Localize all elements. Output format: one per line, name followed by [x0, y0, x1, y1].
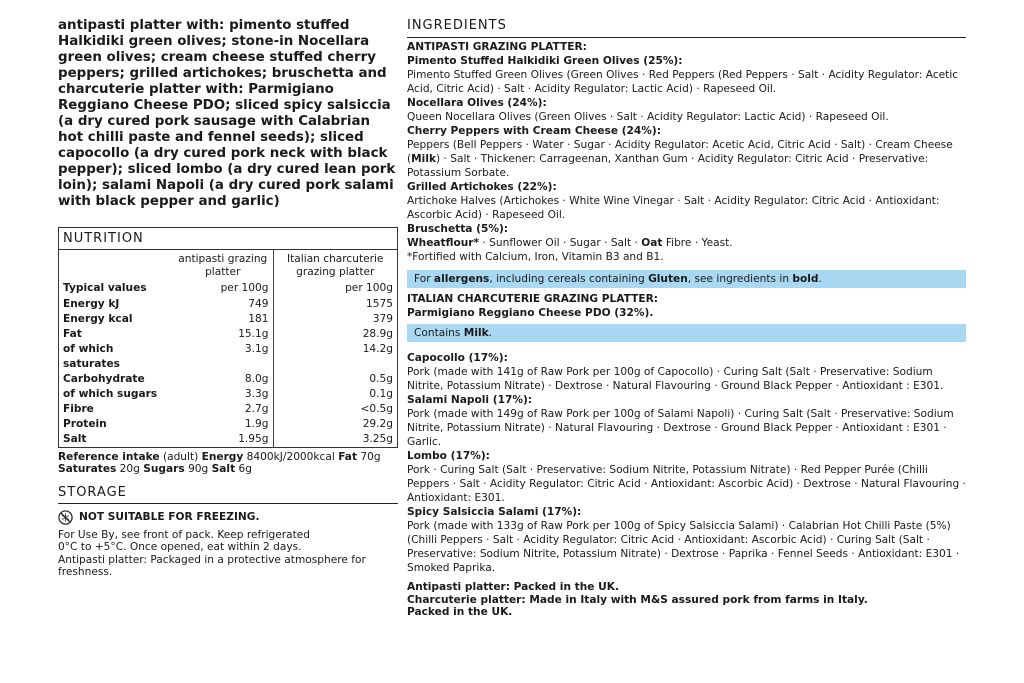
band-bold: bold [792, 273, 819, 285]
row-value-antipasti: 15.1g [173, 327, 273, 342]
table-row [59, 402, 397, 417]
row-value-antipasti: 3.1g [173, 342, 273, 372]
artichokes-heading: Grilled Artichokes (22%): [407, 181, 557, 193]
salami-heading: Salami Napoli (17%): [407, 394, 533, 406]
ri-fat-label: Fat [338, 450, 358, 463]
row-value-charcuterie: 379 [372, 312, 393, 325]
peppers-text-2: ) · Salt · Thickener: Carrageenan, Xanthan Gum · Acidity Regulator: Citric Acid · Preservative: Potassium Sorbate. [407, 153, 929, 179]
artichokes-text: Artichoke Halves (Artichokes · White Wine Vinegar · Salt · Acidity Regulator: Citric Acid · Antioxidant: Ascorbic Acid) · Rapeseed Oil. [407, 195, 940, 221]
ri-sugars-value: 90g [184, 463, 212, 475]
table-row [59, 372, 397, 387]
ri-salt-value: 6g [235, 463, 252, 475]
freezing-warning [58, 510, 398, 525]
band-bold: Gluten [648, 273, 688, 285]
row-label: Typical values [63, 282, 147, 294]
row-value-antipasti: 3.3g [173, 387, 273, 402]
no-freeze-icon [58, 510, 73, 525]
ri-energy-label: Energy [201, 450, 244, 463]
capocollo-heading: Capocollo (17%): [407, 352, 508, 364]
table-row [59, 417, 397, 432]
storage-section [58, 485, 398, 579]
olives2-text: Queen Nocellara Olives (Green Olives · Salt · Acidity Regulator: Lactic Acid) · Rapeseed Oil. [407, 111, 889, 123]
ri-adult: (adult) [159, 450, 202, 463]
packed-line-1: Antipasti platter: Packed in the UK. [407, 581, 619, 593]
olives1-heading: Pimento Stuffed Halkidiki Green Olives (25%): [407, 55, 683, 67]
nutrition-header-charcuterie: Italian charcuterie grazing platter [287, 253, 384, 278]
band-text: For [414, 273, 434, 285]
nutrition-title: NUTRITION [59, 228, 397, 250]
lombo-heading: Lombo (17%): [407, 450, 490, 462]
antipasti-title: ANTIPASTI GRAZING PLATTER: [407, 41, 587, 53]
capocollo-text: Pork (made with 141g of Raw Pork per 100g of Capocollo) · Curing Salt (Salt · Preservative: Sodium Nitrite, Potassium Nitrate) · Dextrose · Natural Flavouring · Ground Black Pepper · Antioxidant : E301. [407, 366, 944, 392]
band-text: , see ingredients in [687, 273, 793, 285]
band-bold: Milk [463, 327, 489, 339]
salsiccia-text: Pork (made with 133g of Raw Pork per 100g of Spicy Salsiccia Salami) · Calabrian Hot Chilli Paste (5%) (Chilli Peppers · Salt · Acidity Regulator: Citric Acid · Antioxidant: Ascorbic Acid) · Curing Salt (Salt · Preservative: Sodium Nitrite, Potassium Nitrate) · Dextrose · Paprika · Fennel Seeds · Antioxidant: E301 · Smoked Paprika. [407, 520, 960, 574]
allergen-band [407, 270, 966, 288]
band-text: . [818, 273, 822, 285]
storage-line-2: 0°C to +5°C. Once opened, eat within 2 days. [58, 541, 302, 553]
storage-title: STORAGE [58, 485, 398, 504]
row-value-charcuterie: 0.1g [369, 387, 393, 400]
ri-energy-value: 8400kJ/2000kcal [243, 450, 339, 463]
lombo-text: Pork · Curing Salt (Salt · Preservative: Sodium Nitrite, Potassium Nitrate) · Red Pepper Purée (Chilli Peppers · Salt · Acidity Regulator: Citric Acid · Antioxidant: Ascorbic Acid) · Dextrose · Natural Flavouring · Antioxidant: E301. [407, 464, 966, 504]
band-text: Contains [414, 327, 464, 339]
row-value-charcuterie: <0.5g [360, 402, 393, 415]
nutrition-header-blank [59, 250, 173, 281]
band-text: , including cereals containing [489, 273, 649, 285]
bruschetta-oat: Oat [641, 237, 663, 249]
row-value-antipasti: 8.0g [173, 372, 273, 387]
table-row [59, 327, 397, 342]
peppers-heading: Cherry Peppers with Cream Cheese (24%): [407, 125, 661, 137]
salsiccia-heading: Spicy Salsiccia Salami (17%): [407, 506, 582, 518]
ri-sugars-label: Sugars [143, 463, 185, 475]
packed-line-3: Packed in the UK. [407, 606, 513, 618]
ingredients-body [407, 40, 966, 619]
milk-band [407, 324, 966, 342]
packing-info [407, 581, 966, 619]
row-label: Carbohydrate [63, 372, 145, 385]
parmigiano-heading: Parmigiano Reggiano Cheese PDO (32%). [407, 307, 654, 319]
row-value-charcuterie: 3.25g [362, 432, 393, 445]
packed-line-2: Charcuterie platter: Made in Italy with M&S assured pork from farms in Italy. [407, 593, 868, 606]
olives2-heading: Nocellara Olives (24%): [407, 97, 547, 109]
product-description: antipasti platter with: pimento stuffed Halkidiki green olives; stone-in Nocellara green olives; cream cheese stuffed cherry peppers; grilled artichokes; bruschetta and charcuterie platter with: Parmigiano Reggiano Cheese PDO; sliced spicy salsiccia (a dry cured pork sausage with Calabrian hot chilli paste and fennel seeds); sliced capocollo (a dry cured pork neck with black pepper); sliced lombo (a dry cured lean pork loin); salami Napoli (a dry cured pork salami with black pepper and garlic) [58, 18, 396, 209]
row-label: Energy kJ [63, 297, 120, 310]
ri-saturates-label: Saturates [58, 463, 117, 475]
row-value-charcuterie: 0.5g [369, 372, 393, 385]
row-value-charcuterie: per 100g [345, 282, 393, 294]
band-text: . [488, 327, 493, 339]
table-row [59, 432, 397, 447]
nutrition-header-antipasti: antipasti grazing platter [173, 250, 273, 281]
row-value-antipasti: per 100g [173, 281, 273, 297]
row-value-charcuterie: 29.2g [362, 417, 393, 430]
table-row [59, 281, 397, 297]
reference-intake [58, 451, 398, 476]
bruschetta-heading: Bruschetta (5%): [407, 223, 509, 235]
bruschetta-text-2: Fibre · Yeast. [662, 237, 733, 249]
row-label: Salt [63, 432, 87, 445]
ri-fat-value: 70g [357, 450, 381, 463]
row-value-antipasti: 1.95g [173, 432, 273, 447]
ingredients-title: INGREDIENTS [407, 18, 966, 38]
left-column [58, 18, 398, 579]
peppers-milk: Milk [411, 153, 436, 165]
bruschetta-text [407, 236, 966, 250]
band-bold: allergens [433, 273, 490, 285]
peppers-text-1: Peppers (Bell Peppers · Water · Sugar · Acidity Regulator: Acetic Acid, Citric Acid · Salt) · Cream Cheese ( [407, 139, 953, 165]
bruschetta-text-1: · Sunflower Oil · Sugar · Salt · [479, 237, 642, 249]
nutrition-table [59, 250, 397, 447]
right-column [407, 18, 966, 619]
row-label: Protein [63, 417, 107, 430]
table-row [59, 387, 397, 402]
ri-label: Reference intake [58, 450, 160, 463]
ri-salt-label: Salt [211, 463, 236, 475]
row-value-antipasti: 2.7g [173, 402, 273, 417]
fortified-note: *Fortified with Calcium, Iron, Vitamin B3 and B1. [407, 251, 664, 263]
storage-text [58, 529, 398, 579]
olives1-text: Pimento Stuffed Green Olives (Green Olives · Red Peppers (Red Peppers · Salt · Acidity Regulator: Acetic Acid, Citric Acid) · Salt · Acidity Regulator: Lactic Acid) · Rapeseed Oil. [407, 69, 959, 95]
row-label: Fat [63, 327, 82, 340]
storage-line-3: Antipasti platter: Packaged in a protective atmosphere for freshness. [58, 553, 366, 578]
row-label: Energy kcal [63, 312, 133, 325]
row-value-charcuterie: 28.9g [362, 327, 393, 340]
row-value-charcuterie: 1575 [366, 297, 393, 310]
bruschetta-wheat: Wheatflour* [407, 237, 480, 249]
ri-saturates-value: 20g [116, 463, 144, 475]
freezing-warning-text: NOT SUITABLE FOR FREEZING. [79, 511, 260, 523]
row-value-antipasti: 181 [173, 312, 273, 327]
row-value-antipasti: 1.9g [173, 417, 273, 432]
table-row [59, 297, 397, 312]
salami-text: Pork (made with 149g of Raw Pork per 100g of Salami Napoli) · Curing Salt (Salt · Preservative: Sodium Nitrite, Potassium Nitrate) · Natural Flavouring · Dextrose · Ground Black Pepper · Antioxidant : E301 · Garlic. [407, 408, 954, 448]
row-value-charcuterie: 14.2g [362, 342, 393, 355]
table-row [59, 312, 397, 327]
row-label: of which saturates [63, 342, 120, 370]
row-label: of which sugars [63, 387, 158, 400]
nutrition-panel [58, 227, 398, 448]
peppers-text [407, 138, 966, 180]
storage-line-1: For Use By, see front of pack. Keep refrigerated [58, 528, 311, 541]
row-label: Fibre [63, 402, 94, 415]
table-row [59, 342, 397, 372]
charcuterie-title: ITALIAN CHARCUTERIE GRAZING PLATTER: [407, 293, 658, 305]
row-value-antipasti: 749 [173, 297, 273, 312]
